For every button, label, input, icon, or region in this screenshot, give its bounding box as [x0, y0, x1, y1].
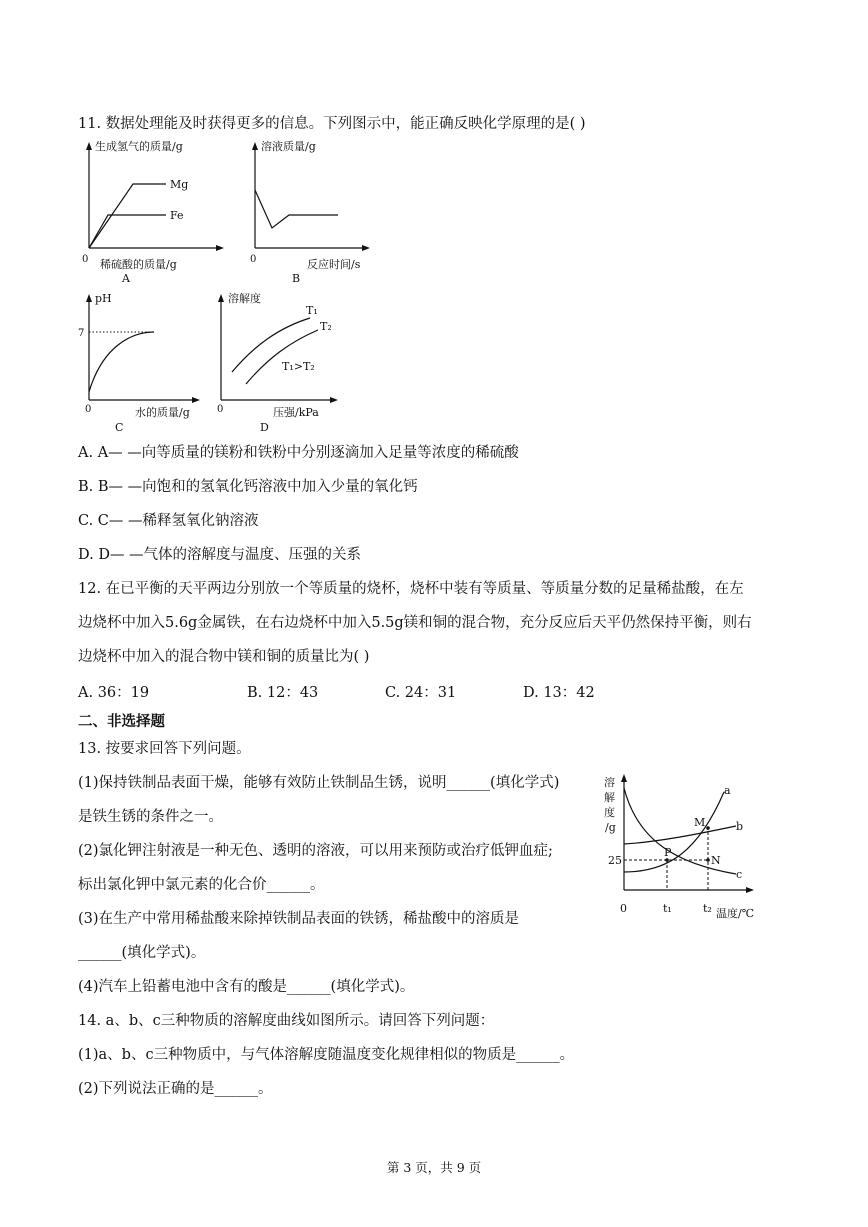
q11-stem: 11. 数据处理能及时获得更多的信息。下列图示中，能正确反映化学原理的是( ) — [78, 116, 586, 132]
solubility-ytick-25: 25 — [608, 854, 622, 867]
q12-option-a: A. 36：19 — [78, 685, 150, 701]
solubility-ylabel-1: 溶 — [604, 776, 615, 789]
graph-a-series-fe: Fe — [170, 209, 184, 222]
q12-line-3: 边烧杯中加入的混合物中镁和铜的质量比为( ) — [78, 649, 370, 665]
q11-option-b: B. B— —向饱和的氢氧化钙溶液中加入少量的氧化钙 — [78, 479, 418, 495]
graph-c-tick-7: 7 — [78, 328, 85, 339]
graph-c-origin: 0 — [85, 404, 92, 415]
solubility-ylabel-4: /g — [605, 821, 616, 834]
q14-stem: 14. a、b、c三种物质的溶解度曲线如图所示。请回答下列问题： — [78, 1013, 495, 1029]
solubility-curve-b: b — [736, 820, 744, 833]
solubility-point-m: M — [694, 816, 706, 829]
solubility-point-n: N — [711, 854, 721, 867]
q13-part1-a: (1)保持铁制品表面干燥，能够有效防止铁制品生锈，说明______(填化学式) — [78, 775, 560, 791]
solubility-point-p: P — [664, 846, 672, 859]
solubility-chart — [598, 772, 768, 932]
graph-a-series-mg: Mg — [170, 178, 189, 191]
solubility-ylabel-3: 度 — [604, 806, 615, 819]
q13-part2-a: (2)氯化钾注射液是一种无色、透明的溶液，可以用来预防或治疗低钾血症; — [78, 843, 553, 859]
graph-b — [244, 138, 394, 288]
q11-option-d: D. D— —气体的溶解度与温度、压强的关系 — [78, 547, 362, 563]
section-heading: 二、非选择题 — [78, 713, 165, 730]
q13-part3-b: ______(填化学式)。 — [78, 945, 206, 961]
q14-part2: (2)下列说法正确的是______。 — [78, 1081, 273, 1097]
page-footer: 第 3 页，共 9 页 — [386, 1160, 482, 1175]
solubility-xtick-t1: t₁ — [663, 902, 672, 915]
q12-option-d: D. 13：42 — [523, 685, 595, 701]
graph-d-caption: D — [260, 421, 269, 434]
solubility-ylabel-2: 解 — [604, 791, 615, 804]
graph-a-ylabel: 生成氢气的质量/g — [95, 140, 183, 153]
q11-option-c: C. C— —稀释氢氧化钠溶液 — [78, 513, 259, 529]
graph-d-ylabel: 溶解度 — [228, 292, 261, 305]
graph-c-xlabel: 水的质量/g — [135, 406, 190, 419]
q12-line-2: 边烧杯中加入5.6g金属铁，在右边烧杯中加入5.5g镁和铜的混合物，充分反应后天平仍然保持平衡，则右 — [78, 615, 752, 631]
graph-a-xlabel: 稀硫酸的质量/g — [100, 258, 177, 271]
q13-part2-b: 标出氯化钾中氯元素的化合价______。 — [78, 877, 325, 893]
q11-option-a: A. A— —向等质量的镁粉和铁粉中分别逐滴加入足量等浓度的稀硫酸 — [78, 445, 519, 461]
graph-a-caption: A — [122, 272, 130, 285]
q13-stem: 13. 按要求回答下列问题。 — [78, 741, 251, 757]
graph-b-ylabel: 溶液质量/g — [261, 140, 316, 153]
q12-line-1: 12. 在已平衡的天平两边分别放一个等质量的烧杯，烧杯中装有等质量、等质量分数的足量稀盐酸，在左 — [78, 581, 744, 597]
q13-part1-b: 是铁生锈的条件之一。 — [78, 809, 223, 825]
q12-option-b: B. 12：43 — [247, 685, 319, 701]
solubility-curve-c: c — [736, 868, 743, 881]
graph-d-origin: 0 — [217, 404, 224, 415]
graph-b-caption: B — [292, 272, 301, 285]
graph-c — [78, 288, 228, 438]
solubility-origin: 0 — [620, 902, 627, 915]
graph-c-caption: C — [115, 421, 124, 434]
solubility-xtick-t2: t₂ — [703, 902, 712, 915]
graph-b-origin: 0 — [250, 254, 257, 265]
graph-b-xlabel: 反应时间/s — [307, 258, 361, 271]
graph-a — [78, 138, 228, 288]
solubility-xlabel: 温度/℃ — [716, 907, 755, 920]
q13-part4: (4)汽车上铅蓄电池中含有的酸是______(填化学式)。 — [78, 979, 415, 995]
graph-d-xlabel: 压强/kPa — [273, 406, 319, 419]
graph-a-origin: 0 — [82, 254, 89, 265]
graph-d — [210, 288, 370, 438]
q14-part1: (1)a、b、c三种物质中，与气体溶解度随温度变化规律相似的物质是______。 — [78, 1047, 575, 1063]
graph-d-series-t1: T₁ — [306, 304, 318, 317]
graph-d-note: T₁>T₂ — [282, 360, 315, 373]
solubility-curve-a: a — [724, 784, 731, 797]
q13-part3-a: (3)在生产中常用稀盐酸来除掉铁制品表面的铁锈，稀盐酸中的溶质是 — [78, 911, 520, 927]
q12-option-c: C. 24：31 — [385, 685, 457, 701]
graph-c-ylabel: pH — [95, 292, 112, 305]
graph-d-series-t2: T₂ — [320, 320, 332, 333]
